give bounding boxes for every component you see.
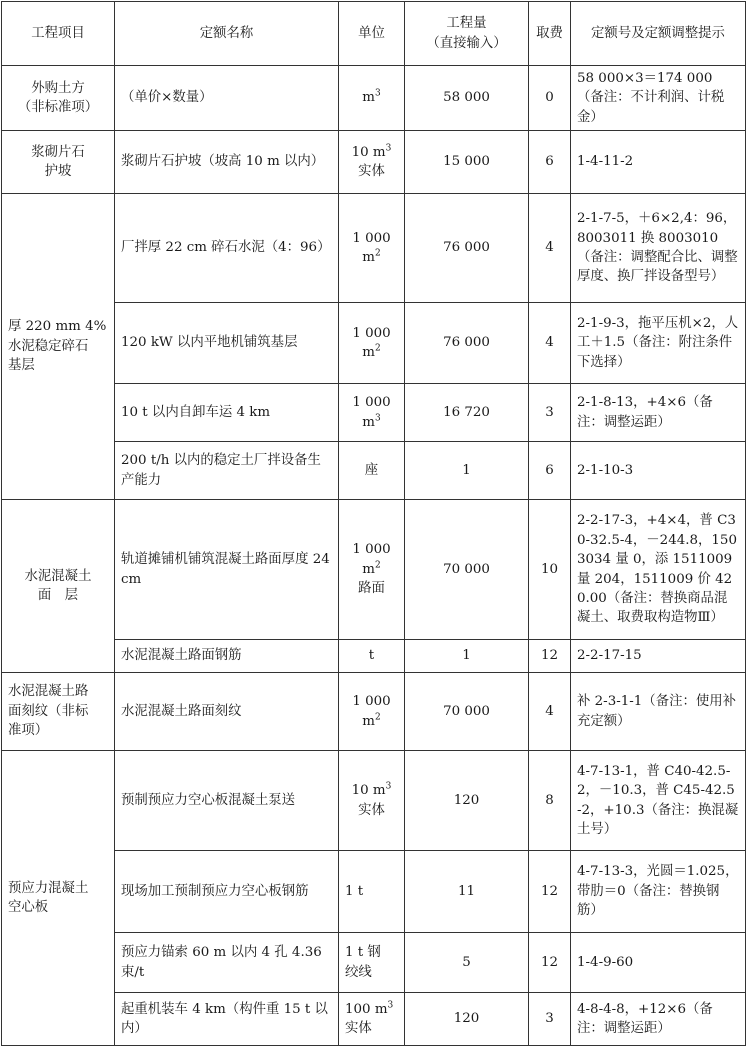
name-cell: 起重机装车 4 km（构件重 15 t 以内） bbox=[115, 993, 339, 1046]
fee-cell: 6 bbox=[529, 442, 571, 500]
unit-exponent: 3 bbox=[385, 143, 392, 154]
header-qty-line1: 工程量 bbox=[446, 16, 487, 32]
name-cell: 厂拌厚 22 cm 碎石水泥（4：96） bbox=[115, 194, 339, 303]
header-qty bbox=[405, 2, 529, 66]
fee-cell: 3 bbox=[529, 993, 571, 1046]
unit-exponent: 2 bbox=[374, 560, 381, 571]
fee-cell: 4 bbox=[529, 194, 571, 303]
item-line: （非标准项） bbox=[17, 100, 99, 115]
hint-cell: 58 000×3＝174 000（备注：不计利润、计税金） bbox=[571, 66, 746, 131]
unit-text: 100 m bbox=[345, 1001, 388, 1017]
header-fee: 取费 bbox=[529, 2, 571, 66]
unit-cell bbox=[339, 66, 405, 131]
fee-cell: 3 bbox=[529, 384, 571, 442]
item-cell bbox=[2, 66, 115, 131]
unit-cell: 座 bbox=[339, 442, 405, 500]
name-cell: 水泥混凝土路面刻纹 bbox=[115, 673, 339, 751]
item-line: 面 层 bbox=[37, 588, 79, 603]
header-item: 工程项目 bbox=[2, 2, 115, 66]
unit-text: m bbox=[362, 90, 375, 106]
unit-text: 1 000 m bbox=[352, 542, 391, 577]
unit-line: 1 t 钢 bbox=[345, 945, 381, 961]
item-cell bbox=[2, 131, 115, 194]
unit-cell bbox=[339, 993, 405, 1046]
name-cell: 10 t 以内自卸车运 4 km bbox=[115, 384, 339, 442]
unit-line: 实体 bbox=[358, 802, 385, 818]
qty-cell: 58 000 bbox=[405, 66, 529, 131]
unit-text: 1 000 m bbox=[352, 395, 391, 430]
table-row bbox=[2, 673, 746, 751]
item-cell bbox=[2, 673, 115, 751]
fee-cell: 8 bbox=[529, 751, 571, 851]
header-hint: 定额号及定额调整提示 bbox=[571, 2, 746, 66]
fee-cell: 10 bbox=[529, 500, 571, 640]
unit-line: 绞线 bbox=[345, 964, 372, 980]
name-cell: 浆砌片石护坡（坡高 10 m 以内） bbox=[115, 131, 339, 194]
item-line: 基层 bbox=[8, 358, 35, 374]
hint-cell: 4-8-4-8，+12×6（备注：调整运距） bbox=[571, 993, 746, 1046]
unit-cell bbox=[339, 384, 405, 442]
unit-exponent: 3 bbox=[385, 781, 392, 792]
unit-cell bbox=[339, 673, 405, 751]
item-cell bbox=[2, 500, 115, 673]
unit-exponent: 3 bbox=[374, 413, 381, 424]
hint-cell: 补 2-3-1-1（备注：使用补充定额） bbox=[571, 673, 746, 751]
hint-cell: 2-1-9-3，拖平压机×2，人工＋1.5（备注：附注条件下选择） bbox=[571, 303, 746, 384]
name-cell: 现场加工预制预应力空心板钢筋 bbox=[115, 851, 339, 933]
unit-exponent: 2 bbox=[374, 712, 381, 723]
item-line: 水泥混凝土 bbox=[24, 568, 92, 584]
qty-cell: 11 bbox=[405, 851, 529, 933]
unit-text: 1 000 m bbox=[352, 230, 391, 265]
name-cell: 水泥混凝土路面钢筋 bbox=[115, 640, 339, 673]
qty-cell: 120 bbox=[405, 993, 529, 1046]
hint-cell: 4-7-13-1，普 C40-42.5-2，－10.3，普 C45-42.5-2，+10.3（备注：换混凝土号） bbox=[571, 751, 746, 851]
hint-cell: 1-4-11-2 bbox=[571, 131, 746, 194]
unit-line: 路面 bbox=[358, 581, 385, 597]
header-qty-line2: （直接输入） bbox=[426, 35, 507, 51]
qty-cell: 15 000 bbox=[405, 131, 529, 194]
name-cell: 预制预应力空心板混凝土泵送 bbox=[115, 751, 339, 851]
fee-cell: 0 bbox=[529, 66, 571, 131]
item-cell bbox=[2, 194, 115, 500]
table-row bbox=[2, 500, 746, 640]
hint-cell: 2-2-17-3，+4×4，普 C30-32.5-4，－244.8，1503034 量 0，添 1511009 量 204，1511009 价 420.00（备注：替换商品混凝土、取费取构造物Ⅲ） bbox=[571, 500, 746, 640]
item-line: 水泥稳定碎石 bbox=[8, 338, 89, 354]
unit-cell bbox=[339, 131, 405, 194]
unit-exponent: 3 bbox=[387, 1000, 394, 1011]
qty-cell: 70 000 bbox=[405, 673, 529, 751]
unit-text: 10 m bbox=[351, 783, 386, 799]
quota-table bbox=[1, 1, 746, 1046]
item-line: 浆砌片石 bbox=[31, 144, 85, 160]
header-unit: 单位 bbox=[339, 2, 405, 66]
item-line: 面刻纹（非标 bbox=[8, 703, 89, 719]
hint-cell: 1-4-9-60 bbox=[571, 933, 746, 993]
table-row bbox=[2, 131, 746, 194]
qty-cell: 76 000 bbox=[405, 194, 529, 303]
item-line: 厚 220 mm 4% bbox=[8, 319, 107, 335]
unit-line: 实体 bbox=[358, 164, 385, 179]
unit-cell bbox=[339, 194, 405, 303]
qty-cell: 1 bbox=[405, 442, 529, 500]
qty-cell: 120 bbox=[405, 751, 529, 851]
qty-cell: 1 bbox=[405, 640, 529, 673]
name-cell: 200 t/h 以内的稳定土厂拌设备生产能力 bbox=[115, 442, 339, 500]
unit-cell bbox=[339, 303, 405, 384]
qty-cell: 16 720 bbox=[405, 384, 529, 442]
table-row bbox=[2, 751, 746, 851]
unit-cell: 1 t bbox=[339, 851, 405, 933]
name-cell: 轨道摊铺机铺筑混凝土路面厚度 24 cm bbox=[115, 500, 339, 640]
name-cell: 120 kW 以内平地机铺筑基层 bbox=[115, 303, 339, 384]
table-row bbox=[2, 194, 746, 303]
table-row bbox=[2, 66, 746, 131]
qty-cell: 5 bbox=[405, 933, 529, 993]
item-line: 空心板 bbox=[8, 900, 49, 915]
item-line: 护坡 bbox=[44, 164, 72, 179]
item-line: 准项） bbox=[8, 723, 49, 739]
fee-cell: 6 bbox=[529, 131, 571, 194]
unit-line: 实体 bbox=[345, 1021, 372, 1036]
fee-cell: 12 bbox=[529, 851, 571, 933]
table-header-row bbox=[2, 2, 746, 66]
unit-text: 1 000 m bbox=[352, 694, 391, 729]
name-cell: 预应力锚索 60 m 以内 4 孔 4.36 束/t bbox=[115, 933, 339, 993]
unit-exponent: 2 bbox=[374, 248, 381, 259]
header-name: 定额名称 bbox=[115, 2, 339, 66]
hint-cell: 2-1-10-3 bbox=[571, 442, 746, 500]
fee-cell: 12 bbox=[529, 933, 571, 993]
fee-cell: 12 bbox=[529, 640, 571, 673]
unit-cell bbox=[339, 751, 405, 851]
unit-cell: t bbox=[339, 640, 405, 673]
qty-cell: 76 000 bbox=[405, 303, 529, 384]
fee-cell: 4 bbox=[529, 303, 571, 384]
unit-exponent: 2 bbox=[374, 343, 381, 354]
item-line: 预应力混凝土 bbox=[8, 880, 89, 896]
item-cell bbox=[2, 751, 115, 1046]
hint-cell: 4-7-13-3，光圆＝1.025，带肋＝0（备注：替换钢筋） bbox=[571, 851, 746, 933]
name-cell: （单价×数量） bbox=[115, 66, 339, 131]
item-line: 外购土方 bbox=[31, 80, 85, 96]
item-line: 水泥混凝土路 bbox=[8, 684, 89, 700]
unit-text: 10 m bbox=[351, 144, 386, 160]
fee-cell: 4 bbox=[529, 673, 571, 751]
qty-cell: 70 000 bbox=[405, 500, 529, 640]
unit-text: 1 000 m bbox=[352, 325, 391, 360]
hint-cell: 2-2-17-15 bbox=[571, 640, 746, 673]
hint-cell: 2-1-7-5，＋6×2,4：96，8003011 换 8003010（备注：调整配合比、调整厚度、换厂拌设备型号） bbox=[571, 194, 746, 303]
unit-exponent: 3 bbox=[374, 88, 381, 99]
unit-cell bbox=[339, 500, 405, 640]
unit-cell bbox=[339, 933, 405, 993]
hint-cell: 2-1-8-13，+4×6（备注：调整运距） bbox=[571, 384, 746, 442]
